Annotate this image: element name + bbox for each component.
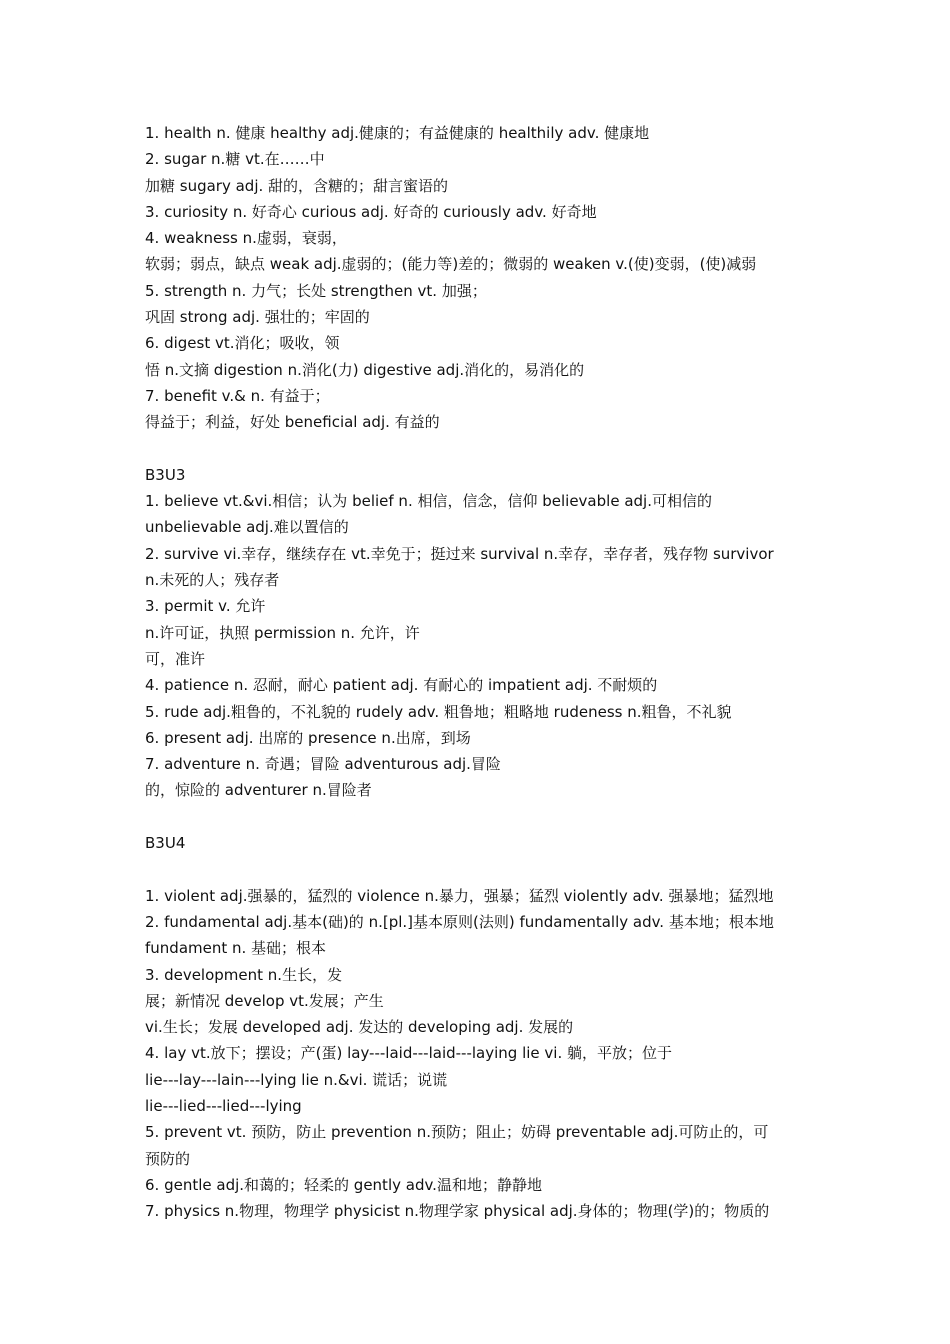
text-line: 2. fundamental adj.基本(础)的 n.[pl.]基本原则(法则) fundamentally adv. 基本地；根本地 bbox=[145, 912, 774, 931]
text-line: unbelievable adj.难以置信的 bbox=[145, 518, 349, 537]
text-line: 5. rude adj.粗鲁的，不礼貌的 rudely adv. 粗鲁地；粗略地 rudeness n.粗鲁，不礼貌 bbox=[145, 702, 732, 721]
text-line: 6. digest vt.消化；吸收，领 bbox=[145, 334, 340, 353]
text-line: 悟 n.文摘 digestion n.消化(力) digestive adj.消化的，易消化的 bbox=[145, 360, 585, 379]
text-line: 软弱；弱点，缺点 weak adj.虚弱的；(能力等)差的；微弱的 weaken v.(使)变弱，(使)减弱 bbox=[145, 255, 757, 274]
text-line: 7. physics n.物理，物理学 physicist n.物理学家 physical adj.身体的；物理(学)的；物质的 bbox=[145, 1202, 770, 1221]
text-line: 得益于；利益，好处 beneficial adj. 有益的 bbox=[145, 413, 440, 432]
text-line: B3U4 bbox=[145, 834, 186, 853]
text-line: 5. strength n. 力气；长处 strengthen vt. 加强； bbox=[145, 281, 487, 300]
text-line: 3. development n.生长，发 bbox=[145, 965, 343, 984]
text-line: 6. gentle adj.和蔼的；轻柔的 gently adv.温和地；静静地 bbox=[145, 1175, 542, 1194]
text-line: 预防的 bbox=[145, 1149, 191, 1168]
text-line: 加糖 sugary adj. 甜的，含糖的；甜言蜜语的 bbox=[145, 176, 449, 195]
text-line: 1. believe vt.&vi.相信；认为 belief n. 相信，信念，信仰 believable adj.可相信的 bbox=[145, 492, 712, 511]
text-line: lie---lied---lied---lying bbox=[145, 1096, 302, 1115]
vocabulary-text bbox=[145, 120, 825, 1224]
text-line: 2. survive vi.幸存，继续存在 vt.幸免于；挺过来 survival n.幸存，幸存者，残存物 survivor bbox=[145, 544, 774, 563]
text-line: 4. patience n. 忍耐，耐心 patient adj. 有耐心的 impatient adj. 不耐烦的 bbox=[145, 676, 658, 695]
text-line: 3. permit v. 允许 bbox=[145, 597, 266, 616]
text-line: 7. adventure n. 奇遇；冒险 adventurous adj.冒险 bbox=[145, 755, 501, 774]
text-line: 6. present adj. 出席的 presence n.出席，到场 bbox=[145, 728, 471, 747]
text-line: 1. violent adj.强暴的，猛烈的 violence n.暴力，强暴；猛烈 violently adv. 强暴地；猛烈地 bbox=[145, 886, 774, 905]
text-line: 7. benefit v.& n. 有益于； bbox=[145, 386, 330, 405]
text-line: 4. weakness n.虚弱，衰弱， bbox=[145, 229, 347, 248]
blank-line bbox=[145, 804, 825, 830]
text-line: B3U3 bbox=[145, 465, 186, 484]
text-line: 展；新情况 develop vt.发展；产生 bbox=[145, 991, 384, 1010]
text-line: vi.生长；发展 developed adj. 发达的 developing adj. 发展的 bbox=[145, 1018, 574, 1037]
text-line: 4. lay vt.放下；摆设；产(蛋) lay---laid---laid---laying lie vi. 躺，平放；位于 bbox=[145, 1044, 672, 1063]
blank-line bbox=[145, 856, 825, 882]
text-line: fundament n. 基础；根本 bbox=[145, 939, 327, 958]
text-line: n.未死的人；残存者 bbox=[145, 571, 280, 590]
text-line: 5. prevent vt. 预防，防止 prevention n.预防；阻止；妨碍 preventable adj.可防止的，可 bbox=[145, 1123, 769, 1142]
text-line: lie---lay---lain---lying lie n.&vi. 谎话；说谎 bbox=[145, 1070, 448, 1089]
text-line: 的，惊险的 adventurer n.冒险者 bbox=[145, 781, 372, 800]
text-line: 3. curiosity n. 好奇心 curious adj. 好奇的 curiously adv. 好奇地 bbox=[145, 202, 597, 221]
text-line: n.许可证，执照 permission n. 允许，许 bbox=[145, 623, 420, 642]
text-line: 2. sugar n.糖 vt.在……中 bbox=[145, 150, 325, 169]
text-line: 可，准许 bbox=[145, 649, 206, 668]
text-line: 1. health n. 健康 healthy adj.健康的；有益健康的 healthily adv. 健康地 bbox=[145, 124, 650, 142]
blank-line bbox=[145, 436, 825, 462]
text-line: 巩固 strong adj. 强壮的；牢固的 bbox=[145, 308, 370, 327]
